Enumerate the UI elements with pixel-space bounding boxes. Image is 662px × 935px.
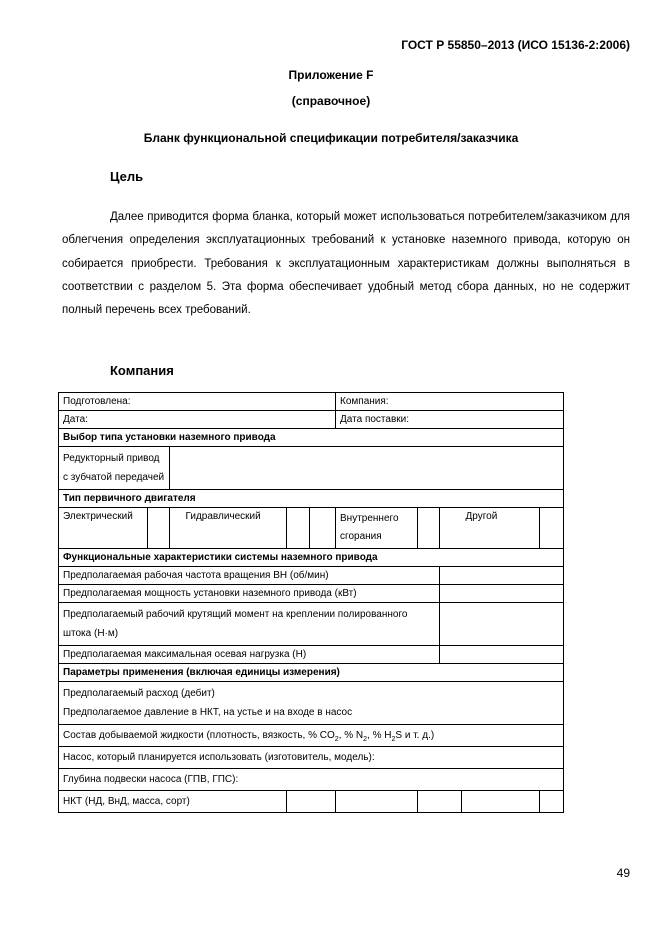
goal-paragraph [62,206,630,322]
fluid-text: , % N [338,730,364,741]
tubing-extra-field[interactable] [540,791,564,813]
motor-electric-label: Электрический [59,508,148,549]
pump-field[interactable]: Насос, который планируется использовать (изготовитель, модель): [59,747,564,769]
appendix-title: Приложение F [288,68,374,82]
form-row-tubing [59,791,564,813]
specification-form [58,392,564,813]
fluid-composition-field[interactable] [59,725,564,747]
params-heading: Параметры применения (включая единицы измерения) [59,664,564,682]
form-row-depth [59,769,564,791]
functional-heading: Функциональные характеристики системы наземного привода [59,549,564,567]
appendix-subtitle: (справочное) [291,94,371,108]
form-row-params-heading [59,664,564,682]
form-row-torque [59,603,564,646]
form-row-date [59,411,564,429]
flow-rate-label: Предполагаемый расход (дебит) [63,688,215,699]
fluid-text: , % H [367,730,392,741]
fluid-subscript: 2 [391,736,396,743]
motor-hydraulic-checkbox[interactable] [287,508,310,549]
page-number: 49 [616,866,630,880]
motor-ice-label: Внутреннего сгорания [336,508,418,549]
drive-type-heading: Выбор типа установки наземного привода [59,429,564,447]
motor-other-label: Другой [462,508,540,549]
form-row-drive-type-heading [59,429,564,447]
form-row-prepared [59,393,564,411]
prepared-field[interactable]: Подготовлена: [59,393,336,411]
pressure-label: Предполагаемое давление в НКТ, на устье и на входе в насос [63,707,353,718]
goal-text: Далее приводится форма бланка, который может использоваться потребителем/заказчиком для облегчения определения эксплуатационных требований к установке наземного привода, которую он собирается приобрести. Требования к эксплуатационным характеристикам должны выполняться в соответствии с разделом 5. Эта форма обеспечивает удобный метод сбора данных, но не содержит полный перечень всех требований. [62,211,630,317]
standard-header: ГОСТ Р 55850–2013 (ИСО 15136-2:2006) [401,38,630,52]
fluid-text: Состав добываемой жидкости (плотность, вязкость, % CO [63,730,335,741]
company-heading: Компания [110,363,174,378]
motor-electric-checkbox[interactable] [148,508,170,549]
gear-drive-label: Редукторный привод с зубчатой передачей [59,447,170,490]
fluid-text: S и т. д.) [395,730,435,741]
motor-hydraulic-label: Гидравлический [182,508,287,549]
form-row-axial-load [59,646,564,664]
motor-spacer [170,508,182,549]
form-row-motors [59,508,564,549]
form-row-fluid [59,725,564,747]
rpm-label: Предполагаемая рабочая частота вращения ВН (об/мин) [59,567,440,585]
flow-pressure-field[interactable] [59,682,564,725]
goal-heading: Цель [110,169,144,184]
form-row-gear-drive [59,447,564,490]
torque-label: Предполагаемый рабочий крутящий момент на креплении полированного штока (Н·м) [59,603,440,646]
date-field[interactable]: Дата: [59,411,336,429]
fluid-subscript: 2 [363,736,368,743]
tubing-id-field[interactable] [336,791,418,813]
motor-other-checkbox[interactable] [540,508,564,549]
form-row-power [59,585,564,603]
form-row-pump [59,747,564,769]
depth-field[interactable]: Глубина подвески насоса (ГПВ, ГПС): [59,769,564,791]
tubing-label: НКТ (НД, ВнД, масса, сорт) [59,791,287,813]
company-field[interactable]: Компания: [336,393,564,411]
motor-spacer [310,508,336,549]
axial-load-value-field[interactable] [440,646,564,664]
motor-spacer [440,508,462,549]
tubing-weight-field[interactable] [418,791,462,813]
tubing-od-field[interactable] [287,791,336,813]
power-value-field[interactable] [440,585,564,603]
axial-load-label: Предполагаемая максимальная осевая нагрузка (Н) [59,646,440,664]
tubing-grade-field[interactable] [462,791,540,813]
form-row-functional-heading [59,549,564,567]
power-label: Предполагаемая мощность установки наземного привода (кВт) [59,585,440,603]
delivery-date-field[interactable]: Дата поставки: [336,411,564,429]
torque-value-field[interactable] [440,603,564,646]
fluid-subscript: 2 [334,736,339,743]
form-row-prime-mover-heading [59,490,564,508]
gear-drive-field[interactable] [170,447,564,490]
rpm-value-field[interactable] [440,567,564,585]
form-row-rpm [59,567,564,585]
form-row-flow-pressure [59,682,564,725]
motor-ice-checkbox[interactable] [418,508,440,549]
prime-mover-heading: Тип первичного двигателя [59,490,564,508]
document-title: Бланк функциональной спецификации потребителя/заказчика [143,131,519,145]
